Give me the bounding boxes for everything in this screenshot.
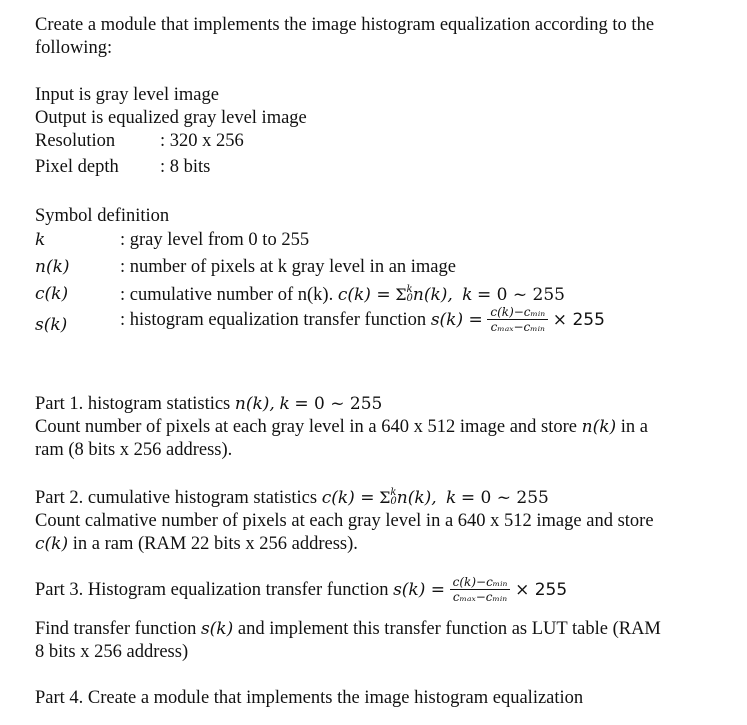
ck-range-k: k bbox=[462, 285, 473, 305]
part3-line-2: 8 bits x 256 address) bbox=[35, 642, 189, 662]
symbol-sk-desc-text: : histogram equalization transfer function bbox=[120, 310, 427, 330]
part3-denominator: cₘₐₓ−cₘᵢₙ bbox=[452, 590, 508, 604]
part2-sum-symbol: Σ bbox=[379, 488, 391, 507]
part1-k: k bbox=[279, 394, 290, 414]
symbol-k: k bbox=[35, 230, 46, 250]
part2-ck: c(k) bbox=[35, 534, 69, 554]
symbol-sk: s(k) bbox=[35, 315, 68, 335]
part3-title bbox=[35, 576, 567, 605]
part3-sk-lhs: s(k) = bbox=[393, 580, 446, 600]
part2-k: k bbox=[445, 488, 457, 508]
ck-rhs: n(k), bbox=[412, 285, 453, 305]
part2-ck-rhs: n(k), bbox=[396, 488, 437, 508]
part2-line-2 bbox=[35, 533, 358, 556]
resolution-value: : 320 x 256 bbox=[160, 131, 244, 151]
sk-fraction bbox=[487, 305, 548, 334]
sk-denominator: cₘₐₓ−cₘᵢₙ bbox=[490, 320, 545, 334]
part3-line-1b: and implement this transfer function as LUT table (RAM bbox=[237, 619, 661, 639]
part3-numerator: c(k)−cₘᵢₙ bbox=[450, 575, 511, 590]
part1-range: = 0 ~ 255 bbox=[294, 394, 383, 414]
part1-line-1-text: Count number of pixels at each gray level in a 640 x 512 image and store bbox=[35, 417, 578, 437]
intro-line-2: following: bbox=[35, 38, 113, 58]
symbol-heading: Symbol definition bbox=[35, 206, 170, 226]
symbol-ck: c(k) bbox=[35, 284, 69, 304]
part3-times: × 255 bbox=[515, 580, 568, 600]
resolution-label: Resolution bbox=[35, 131, 116, 151]
symbol-nk-desc: : number of pixels at k gray level in an image bbox=[120, 257, 456, 277]
part2-ck-lhs: c(k) = bbox=[321, 488, 375, 508]
ck-lhs: c(k) = bbox=[337, 285, 391, 305]
input-spec: Input is gray level image bbox=[35, 85, 219, 105]
part3-line-1 bbox=[35, 618, 661, 641]
sum-symbol: Σ bbox=[395, 285, 407, 304]
part2-title bbox=[35, 486, 549, 510]
part2-range: = 0 ~ 255 bbox=[460, 488, 549, 508]
part3-sk: s(k) bbox=[200, 619, 234, 639]
part1-title bbox=[35, 393, 382, 416]
symbol-k-desc: : gray level from 0 to 255 bbox=[120, 230, 310, 250]
part4-title: Part 4. Create a module that implements the image histogram equalization bbox=[35, 688, 584, 708]
sum-limits: k 0 bbox=[406, 283, 413, 304]
symbol-ck-desc-text: : cumulative number of n(k). bbox=[120, 285, 334, 305]
part2-line-1: Count calmative number of pixels at each gray level in a 640 x 512 image and store bbox=[35, 511, 654, 531]
ck-range: = 0 ~ 255 bbox=[477, 285, 565, 305]
part1-nk: n(k), bbox=[234, 394, 275, 414]
part2-line-2-text: in a ram (RAM 22 bits x 256 address). bbox=[72, 534, 358, 554]
part3-fraction bbox=[450, 575, 511, 604]
part3-title-text: Part 3. Histogram equalization transfer function bbox=[35, 580, 389, 600]
intro-line-1: Create a module that implements the image histogram equalization according to the bbox=[35, 15, 655, 35]
output-spec: Output is equalized gray level image bbox=[35, 108, 307, 128]
part1-line-nk: n(k) bbox=[581, 417, 617, 437]
part1-line-1 bbox=[35, 416, 648, 439]
symbol-nk: n(k) bbox=[35, 257, 70, 277]
sk-numerator: c(k)−cₘᵢₙ bbox=[487, 305, 548, 320]
symbol-ck-desc bbox=[120, 283, 565, 307]
part2-title-text: Part 2. cumulative histogram statistics bbox=[35, 488, 318, 508]
sk-times: × 255 bbox=[552, 310, 605, 330]
symbol-sk-desc bbox=[120, 306, 605, 335]
pixel-depth-label: Pixel depth bbox=[35, 157, 119, 177]
part1-in-a: in a bbox=[620, 417, 649, 437]
part2-sum-limits: k 0 bbox=[390, 486, 397, 507]
part1-title-text: Part 1. histogram statistics bbox=[35, 394, 231, 414]
part1-line-2: ram (8 bits x 256 address). bbox=[35, 440, 233, 460]
pixel-depth-value: : 8 bits bbox=[160, 157, 211, 177]
sk-lhs: s(k) = bbox=[430, 310, 483, 330]
part3-line-1a: Find transfer function bbox=[35, 619, 197, 639]
